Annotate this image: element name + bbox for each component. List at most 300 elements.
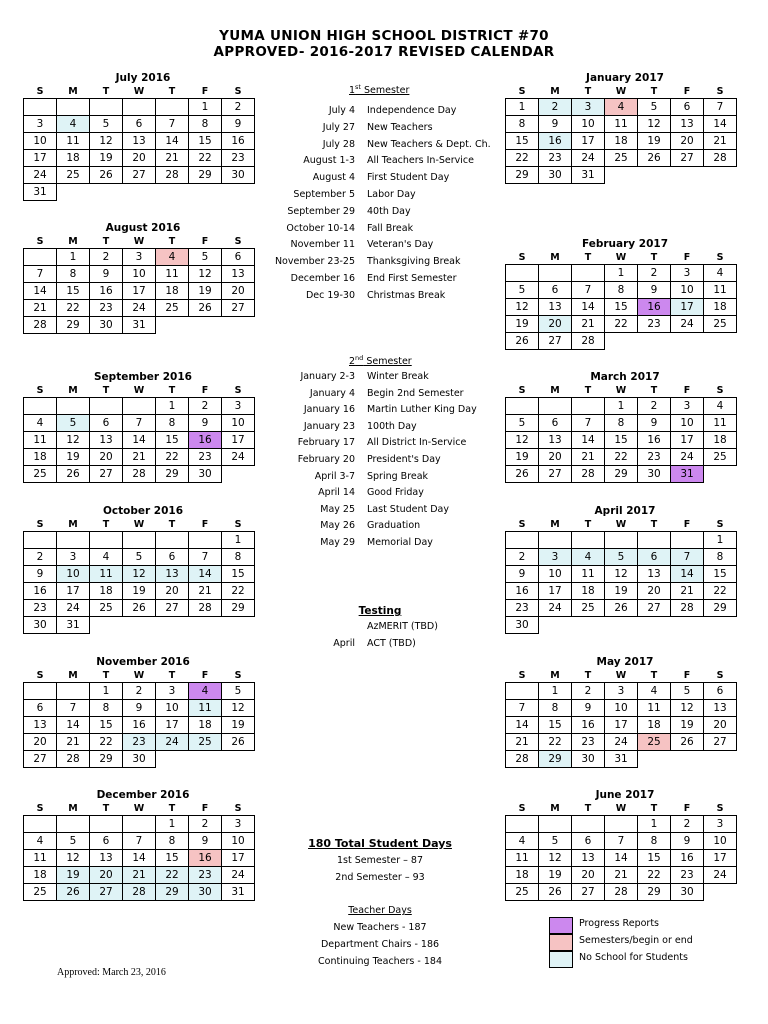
day-cell: 1: [189, 99, 222, 116]
day-cell: 14: [704, 116, 737, 133]
empty-cell: [57, 683, 90, 700]
day-cell: 27: [156, 600, 189, 617]
day-cell: 23: [638, 316, 671, 333]
day-cell: 5: [222, 683, 255, 700]
day-cell: 18: [57, 150, 90, 167]
day-cell: 26: [189, 300, 222, 317]
day-cell: 26: [506, 333, 539, 350]
day-cell: 5: [57, 415, 90, 432]
event-date: May 26: [320, 520, 355, 532]
day-cell: 16: [123, 717, 156, 734]
empty-cell: [539, 398, 572, 415]
empty-cell: [90, 99, 123, 116]
empty-cell: [638, 751, 671, 768]
event-row: [270, 453, 490, 467]
day-cell: 5: [605, 549, 638, 566]
day-cell: 28: [506, 751, 539, 768]
month-title: October 2016: [102, 505, 184, 517]
day-cell: 12: [506, 432, 539, 449]
day-cell: 16: [638, 432, 671, 449]
day-cell: 19: [189, 283, 222, 300]
day-cell: 23: [572, 734, 605, 751]
weekday-header: M: [68, 519, 78, 530]
weekday-header: S: [36, 236, 44, 247]
day-cell: 23: [189, 449, 222, 466]
day-cell: 24: [671, 449, 704, 466]
event-row: [270, 387, 490, 401]
event-date: January 23: [303, 420, 355, 432]
weekday-header: F: [201, 803, 209, 814]
event-name: Fall Break: [367, 222, 414, 234]
day-cell: 31: [671, 466, 704, 483]
weekday-header: M: [550, 670, 560, 681]
day-cell: 14: [123, 432, 156, 449]
day-cell: 21: [123, 867, 156, 884]
day-cell: 7: [704, 99, 737, 116]
weekday-header: T: [168, 670, 176, 681]
day-cell: 11: [24, 432, 57, 449]
day-cell: 29: [605, 466, 638, 483]
day-cell: 20: [24, 734, 57, 751]
day-cell: 31: [572, 167, 605, 184]
event-date: April: [333, 638, 355, 649]
day-cell: 20: [90, 449, 123, 466]
event-name: First Student Day: [367, 172, 450, 184]
event-row: [270, 420, 490, 434]
event-date: January 4: [309, 387, 355, 399]
day-cell: 28: [704, 150, 737, 167]
weekday-header: W: [615, 519, 627, 530]
day-cell: 14: [24, 283, 57, 300]
month-october-2016: [23, 504, 263, 634]
event-row: [270, 289, 490, 303]
empty-cell: [671, 617, 704, 634]
day-cell: 21: [156, 150, 189, 167]
day-cell: 15: [506, 133, 539, 150]
day-cell: 3: [57, 549, 90, 566]
empty-cell: [222, 466, 255, 483]
day-cell: 8: [605, 415, 638, 432]
day-cell: 19: [90, 150, 123, 167]
day-cell: 5: [123, 549, 156, 566]
day-cell: 4: [57, 116, 90, 133]
event-date: October 10-14: [286, 222, 355, 234]
day-cell: 22: [638, 867, 671, 884]
month-grid: [23, 518, 255, 634]
event-row: [270, 222, 490, 236]
day-cell: 30: [638, 466, 671, 483]
day-cell: 22: [189, 150, 222, 167]
weekday-header: F: [683, 252, 691, 263]
day-cell: 14: [189, 566, 222, 583]
month-july-2016: [23, 71, 263, 201]
weekday-header: T: [584, 670, 592, 681]
day-cell: 16: [189, 432, 222, 449]
event-row: [270, 272, 490, 286]
semester2-heading: 2nd Semester: [349, 354, 412, 368]
legend-label-progress: Progress Reports: [579, 918, 660, 929]
day-cell: 11: [57, 133, 90, 150]
day-cell: 9: [189, 833, 222, 850]
day-cell: 16: [506, 583, 539, 600]
day-cell: 19: [671, 717, 704, 734]
day-cell: 8: [605, 282, 638, 299]
day-cell: 28: [156, 167, 189, 184]
event-row: [270, 470, 490, 484]
day-cell: 24: [539, 600, 572, 617]
day-cell: 24: [704, 867, 737, 884]
day-cell: 13: [156, 566, 189, 583]
day-cell: 23: [123, 734, 156, 751]
day-cell: 15: [57, 283, 90, 300]
empty-cell: [156, 532, 189, 549]
weekday-header: S: [234, 86, 242, 97]
weekday-header: F: [201, 385, 209, 396]
day-cell: 16: [671, 850, 704, 867]
weekday-header: T: [102, 236, 110, 247]
event-date: November 23-25: [274, 256, 355, 268]
day-cell: 4: [90, 549, 123, 566]
event-row: [270, 637, 490, 651]
day-cell: 13: [671, 116, 704, 133]
day-cell: 6: [156, 549, 189, 566]
month-grid: [505, 518, 737, 634]
empty-cell: [189, 751, 222, 768]
legend-no-school: [549, 951, 739, 967]
day-cell: 19: [506, 449, 539, 466]
weekday-header: T: [650, 803, 658, 814]
day-cell: 30: [572, 751, 605, 768]
day-cell: 13: [90, 850, 123, 867]
day-cell: 19: [506, 316, 539, 333]
weekday-header: F: [683, 385, 691, 396]
day-cell: 6: [638, 549, 671, 566]
empty-cell: [123, 816, 156, 833]
day-cell: 29: [506, 167, 539, 184]
empty-cell: [506, 816, 539, 833]
weekday-header: S: [234, 236, 242, 247]
event-date: July 27: [322, 121, 355, 133]
day-cell: 24: [222, 867, 255, 884]
day-cell: 10: [671, 415, 704, 432]
day-cell: 6: [24, 700, 57, 717]
new-teachers-days: New Teachers - 187: [333, 922, 427, 933]
weekday-header: M: [550, 252, 560, 263]
event-date: August 4: [312, 172, 355, 184]
weekday-header: M: [550, 519, 560, 530]
day-cell: 18: [24, 449, 57, 466]
day-cell: 1: [605, 265, 638, 282]
day-cell: 13: [572, 850, 605, 867]
month-title: September 2016: [94, 371, 192, 383]
day-cell: 18: [572, 583, 605, 600]
weekday-header: T: [168, 803, 176, 814]
day-cell: 23: [671, 867, 704, 884]
weekday-header: F: [201, 236, 209, 247]
empty-cell: [506, 532, 539, 549]
weekday-header: S: [518, 385, 526, 396]
day-cell: 24: [123, 300, 156, 317]
empty-cell: [704, 751, 737, 768]
day-cell: 20: [671, 133, 704, 150]
weekday-header: S: [234, 385, 242, 396]
day-cell: 21: [123, 449, 156, 466]
month-april-2017: [505, 504, 745, 634]
empty-cell: [123, 99, 156, 116]
weekday-header: F: [201, 86, 209, 97]
day-cell: 4: [156, 249, 189, 266]
day-cell: 12: [222, 700, 255, 717]
day-cell: 2: [189, 816, 222, 833]
day-cell: 2: [189, 398, 222, 415]
day-cell: 2: [506, 549, 539, 566]
day-cell: 20: [539, 449, 572, 466]
event-row: [270, 205, 490, 219]
day-cell: 2: [90, 249, 123, 266]
weekday-header: S: [234, 519, 242, 530]
day-cell: 14: [123, 850, 156, 867]
day-cell: 23: [24, 600, 57, 617]
event-date: May 25: [320, 503, 355, 515]
empty-cell: [506, 265, 539, 282]
day-cell: 1: [605, 398, 638, 415]
day-cell: 8: [156, 415, 189, 432]
month-grid: [505, 802, 737, 901]
day-cell: 18: [90, 583, 123, 600]
day-cell: 17: [24, 150, 57, 167]
day-cell: 13: [123, 133, 156, 150]
event-name: AzMERIT (TBD): [367, 621, 438, 632]
day-cell: 14: [572, 299, 605, 316]
empty-cell: [704, 884, 737, 901]
day-cell: 27: [704, 734, 737, 751]
day-cell: 3: [123, 249, 156, 266]
event-name: Martin Luther King Day: [367, 404, 477, 416]
day-cell: 16: [638, 299, 671, 316]
day-cell: 27: [90, 884, 123, 901]
day-cell: 7: [123, 833, 156, 850]
event-date: May 29: [320, 537, 355, 548]
day-cell: 24: [222, 449, 255, 466]
empty-cell: [90, 398, 123, 415]
event-row: [270, 503, 490, 517]
day-cell: 2: [572, 683, 605, 700]
empty-cell: [156, 317, 189, 334]
day-cell: 20: [704, 717, 737, 734]
day-cell: 14: [506, 717, 539, 734]
month-march-2017: [505, 370, 745, 483]
day-cell: 28: [24, 317, 57, 334]
day-cell: 11: [90, 566, 123, 583]
day-cell: 29: [90, 751, 123, 768]
day-cell: 5: [671, 683, 704, 700]
weekday-header: S: [518, 252, 526, 263]
day-cell: 6: [123, 116, 156, 133]
event-name: Winter Break: [367, 371, 429, 382]
event-date: September 29: [287, 205, 355, 217]
empty-cell: [222, 317, 255, 334]
day-cell: 31: [605, 751, 638, 768]
day-cell: 2: [222, 99, 255, 116]
empty-cell: [90, 184, 123, 201]
day-cell: 5: [506, 415, 539, 432]
event-row: [270, 536, 490, 550]
day-cell: 23: [638, 449, 671, 466]
empty-cell: [24, 398, 57, 415]
day-cell: 29: [189, 167, 222, 184]
day-cell: 24: [572, 150, 605, 167]
empty-cell: [189, 317, 222, 334]
day-cell: 24: [57, 600, 90, 617]
day-cell: 13: [539, 299, 572, 316]
calendar-title-line2: APPROVED- 2016-2017 REVISED CALENDAR: [213, 44, 555, 60]
day-cell: 9: [506, 566, 539, 583]
weekday-header: S: [36, 385, 44, 396]
day-cell: 1: [57, 249, 90, 266]
day-cell: 10: [671, 282, 704, 299]
day-cell: 17: [123, 283, 156, 300]
day-cell: 26: [638, 150, 671, 167]
day-cell: 7: [156, 116, 189, 133]
day-cell: 12: [539, 850, 572, 867]
empty-cell: [671, 333, 704, 350]
empty-cell: [123, 184, 156, 201]
day-cell: 16: [572, 717, 605, 734]
weekday-header: W: [133, 803, 145, 814]
day-cell: 17: [671, 299, 704, 316]
weekday-header: S: [518, 519, 526, 530]
weekday-header: S: [716, 670, 724, 681]
empty-cell: [605, 333, 638, 350]
event-date: April 14: [318, 487, 355, 499]
empty-cell: [156, 99, 189, 116]
day-cell: 26: [57, 466, 90, 483]
weekday-header: S: [716, 803, 724, 814]
day-cell: 27: [539, 466, 572, 483]
event-row: [270, 121, 490, 135]
day-cell: 1: [156, 816, 189, 833]
empty-cell: [222, 617, 255, 634]
weekday-header: T: [168, 236, 176, 247]
day-cell: 18: [156, 283, 189, 300]
day-cell: 20: [638, 583, 671, 600]
empty-cell: [572, 816, 605, 833]
empty-cell: [90, 532, 123, 549]
day-cell: 21: [506, 734, 539, 751]
day-cell: 6: [539, 415, 572, 432]
event-date: November 11: [290, 239, 355, 251]
day-cell: 28: [57, 751, 90, 768]
day-cell: 19: [222, 717, 255, 734]
day-cell: 9: [572, 700, 605, 717]
event-name: 100th Day: [367, 420, 417, 432]
day-cell: 13: [539, 432, 572, 449]
day-cell: 20: [572, 867, 605, 884]
weekday-header: W: [133, 670, 145, 681]
day-cell: 13: [638, 566, 671, 583]
day-cell: 11: [156, 266, 189, 283]
day-cell: 28: [572, 466, 605, 483]
empty-cell: [123, 398, 156, 415]
weekday-header: F: [683, 803, 691, 814]
day-cell: 14: [671, 566, 704, 583]
weekday-header: T: [650, 252, 658, 263]
day-cell: 10: [222, 415, 255, 432]
day-cell: 21: [572, 316, 605, 333]
day-cell: 17: [704, 850, 737, 867]
day-cell: 30: [539, 167, 572, 184]
day-cell: 5: [539, 833, 572, 850]
empty-cell: [638, 167, 671, 184]
legend-label-semester: Semesters/begin or end: [579, 935, 693, 946]
day-cell: 25: [57, 167, 90, 184]
day-cell: 3: [222, 816, 255, 833]
day-cell: 21: [189, 583, 222, 600]
day-cell: 9: [539, 116, 572, 133]
event-name: Graduation: [367, 520, 421, 532]
event-date: April 3-7: [314, 470, 355, 482]
event-name: 40th Day: [367, 205, 411, 217]
month-grid: [23, 384, 255, 483]
day-cell: 30: [222, 167, 255, 184]
weekday-header: T: [102, 803, 110, 814]
empty-cell: [156, 751, 189, 768]
weekday-header: F: [683, 86, 691, 97]
day-cell: 6: [90, 415, 123, 432]
day-cell: 8: [57, 266, 90, 283]
empty-cell: [704, 333, 737, 350]
day-cell: 8: [189, 116, 222, 133]
event-row: [270, 188, 490, 202]
day-cell: 29: [638, 884, 671, 901]
weekday-header: S: [518, 803, 526, 814]
empty-cell: [671, 532, 704, 549]
day-cell: 24: [24, 167, 57, 184]
weekday-header: T: [650, 86, 658, 97]
event-name: President's Day: [367, 454, 441, 465]
day-cell: 4: [704, 398, 737, 415]
day-cell: 6: [222, 249, 255, 266]
day-cell: 30: [189, 884, 222, 901]
day-cell: 23: [506, 600, 539, 617]
weekday-header: W: [615, 670, 627, 681]
empty-cell: [57, 398, 90, 415]
day-cell: 10: [572, 116, 605, 133]
day-cell: 17: [572, 133, 605, 150]
day-cell: 21: [57, 734, 90, 751]
teacher-days-block: [280, 902, 480, 970]
legend-progress: [549, 917, 739, 933]
day-cell: 14: [57, 717, 90, 734]
day-cell: 12: [671, 700, 704, 717]
day-cell: 22: [222, 583, 255, 600]
day-cell: 12: [57, 432, 90, 449]
day-cell: 18: [704, 432, 737, 449]
empty-cell: [572, 532, 605, 549]
day-cell: 3: [704, 816, 737, 833]
day-cell: 29: [156, 466, 189, 483]
day-cell: 3: [572, 99, 605, 116]
weekday-header: T: [650, 670, 658, 681]
day-cell: 16: [90, 283, 123, 300]
day-cell: 11: [506, 850, 539, 867]
empty-cell: [605, 532, 638, 549]
empty-cell: [90, 816, 123, 833]
day-cell: 4: [189, 683, 222, 700]
day-cell: 25: [24, 884, 57, 901]
day-cell: 10: [704, 833, 737, 850]
day-cell: 6: [704, 683, 737, 700]
